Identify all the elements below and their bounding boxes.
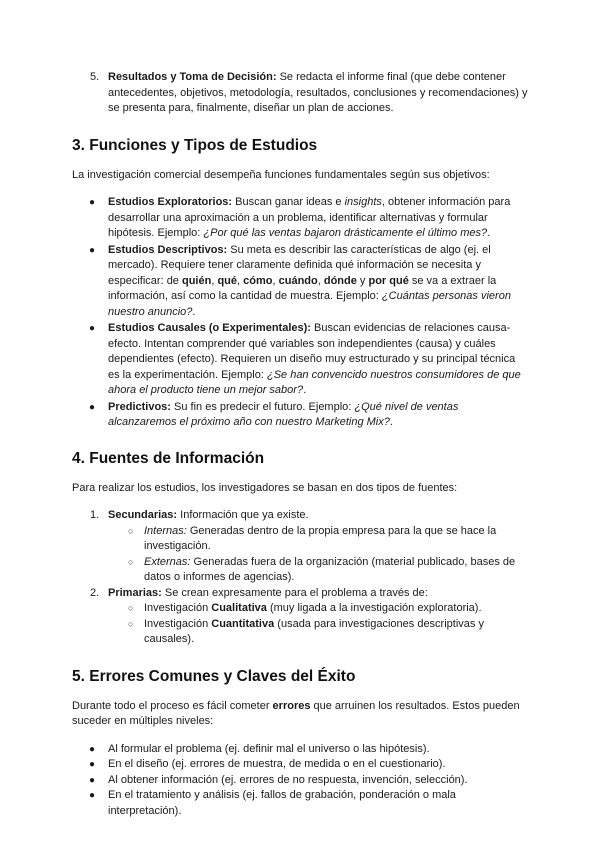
item-text: . (303, 384, 307, 396)
item-text: Buscan ganar ideas e (232, 196, 345, 208)
sub-item-internas (72, 524, 528, 555)
bullet-icon: ● (89, 759, 96, 770)
bullet-icon: ● (89, 790, 96, 801)
keyword: por qué (368, 274, 409, 287)
item-text: Durante todo el proceso es fácil cometer (72, 699, 273, 712)
document-content (72, 70, 528, 819)
list-item-primarias (72, 586, 528, 602)
item-lead: Resultados y Toma de Decisión: (108, 71, 277, 83)
keyword: qué (217, 274, 238, 287)
bullet-icon: ● (89, 197, 96, 208)
item-text: (usada para investigaciones descriptivas y causales). (144, 617, 484, 645)
item-text: Su meta es describir las características de algo (ej. el mercado). Requiere tener claramente definida qué información se necesita y especificar: de (108, 243, 491, 287)
item-text: En el diseño (ej. errores de muestra, de medida o en el cuestionario). (108, 758, 446, 770)
item-text: Buscan evidencias de relaciones causa-efecto. Intentan comprender qué variables son independientes (causa) y cuáles dependientes (efecto). Requieren un diseño muy estructurado y su principal técnica es la experimentación. Ejemplo: (108, 322, 516, 381)
keyword: errores (272, 699, 311, 712)
list-item-causales (72, 321, 528, 399)
section-title-funciones: 3. Funciones y Tipos de Estudios (72, 136, 318, 154)
item-italic: insights (344, 196, 382, 208)
list-number: 5. (90, 71, 100, 83)
item-text: Se redacta el informe final (que debe contener antecedentes, objetivos, metodología, resultados, conclusiones y recomendaciones) y se presenta para, finalmente, diseñar un plan de acciones. (108, 71, 528, 114)
item-text: Investigación (144, 617, 212, 630)
item-lead: Estudios Causales (o Experimentales): (108, 322, 311, 334)
sub-item-externas (72, 555, 528, 586)
section-intro: La investigación comercial desempeña funciones fundamentales según sus objetivos: (72, 168, 490, 181)
item-lead: Primarias: (108, 586, 162, 599)
item-example: ¿Se han convencido nuestros consumidores de que ahora el producto tiene un mejor sabor? (108, 368, 521, 396)
item-text: . (389, 416, 393, 428)
item-text: Al obtener información (ej. errores de no respuesta, invención, selección). (108, 773, 468, 786)
section-intro: Para realizar los estudios, los investigadores se basan en dos tipos de fuentes: (72, 481, 458, 494)
item-example: ¿Cuántas personas vieron nuestro anuncio? (108, 290, 511, 318)
item-text: , obtener información para desarrollar una aproximación a un problema, identificar alternativas y formular hipótesis. Ejemplo: (108, 196, 511, 239)
item-text: que arruinen los resultados. Estos pueden suceder en múltiples niveles: (72, 699, 520, 727)
bullet-icon: ● (89, 323, 96, 334)
item-lead: Externas: (144, 555, 191, 568)
keyword: dónde (323, 274, 357, 287)
list-number: 1. (90, 509, 100, 521)
separator: , (237, 274, 244, 287)
item-lead: Predictivos: (108, 400, 171, 413)
bullet-icon: ● (89, 743, 96, 755)
list-item-error (72, 742, 528, 758)
item-text: Investigación (144, 602, 212, 614)
item-text: En el tratamiento y análisis (ej. fallos de grabación, ponderación o mala interpretación). (108, 789, 456, 817)
list-item-error (72, 788, 528, 819)
item-lead: Secundarias: (108, 509, 178, 521)
list-item-resultados (72, 70, 528, 117)
item-text: Generadas fuera de la organización (material publicado, bases de datos o informes de agencias). (144, 555, 516, 583)
item-text: . (487, 227, 491, 239)
keyword: Cualitativa (211, 602, 267, 614)
item-text: Su fin es predecir el futuro. Ejemplo: (170, 400, 355, 413)
list-item-predictivos (72, 400, 528, 431)
item-text: (muy ligada a la investigación exploratoria). (266, 602, 482, 614)
list-item-descriptivos (72, 243, 528, 321)
bullet-icon: ● (89, 774, 96, 786)
separator: , (211, 274, 218, 287)
list-item-error (72, 773, 528, 789)
bullet-icon: ● (89, 401, 96, 413)
keyword: Cuantitativa (211, 617, 275, 630)
list-item-error (72, 757, 528, 773)
item-text: Información que ya existe. (177, 509, 309, 521)
circle-bullet-icon: ○ (128, 618, 134, 629)
circle-bullet-icon: ○ (128, 556, 134, 567)
item-example: ¿Por qué las ventas bajaron drásticamente el último mes? (203, 227, 488, 239)
bullet-icon: ● (89, 244, 96, 256)
separator: , (317, 274, 324, 287)
keyword: cuándo (278, 274, 318, 287)
item-text: Se crean expresamente para el problema a través de: (161, 586, 428, 599)
circle-bullet-icon: ○ (128, 603, 134, 613)
bullet-list-estudios (72, 195, 528, 431)
section-intro (72, 699, 528, 730)
list-number: 2. (90, 586, 100, 599)
item-lead: Estudios Exploratorios: (108, 196, 233, 208)
numbered-list-fuentes (72, 508, 528, 648)
item-text: . (192, 305, 196, 318)
item-example: ¿Qué nivel de ventas alcanzaremos el próximo año con nuestro Marketing Mix? (108, 400, 459, 428)
section-title-fuentes: 4. Fuentes de Información (72, 449, 265, 467)
separator: y (356, 274, 369, 287)
separator: , (272, 274, 279, 287)
circle-bullet-icon: ○ (128, 525, 134, 536)
item-lead: Internas: (144, 524, 187, 537)
keyword: quién (181, 274, 212, 287)
item-text: Al formular el problema (ej. definir mal el universo o las hipótesis). (108, 742, 430, 755)
list-item-secundarias (72, 508, 528, 524)
item-lead: Estudios Descriptivos: (108, 243, 228, 256)
item-text: se va a extraer la información, así como la cantidad de muestra. Ejemplo: (108, 274, 497, 302)
item-text: Generadas dentro de la propia empresa para la que se hace la investigación. (144, 524, 497, 552)
bullet-list-errores (72, 742, 528, 820)
list-item-exploratorios (72, 195, 528, 242)
section-title-errores: 5. Errores Comunes y Claves del Éxito (72, 667, 356, 685)
keyword: cómo (243, 274, 273, 287)
sub-item-cuantitativa (72, 617, 528, 648)
sub-item-cualitativa (72, 601, 528, 617)
